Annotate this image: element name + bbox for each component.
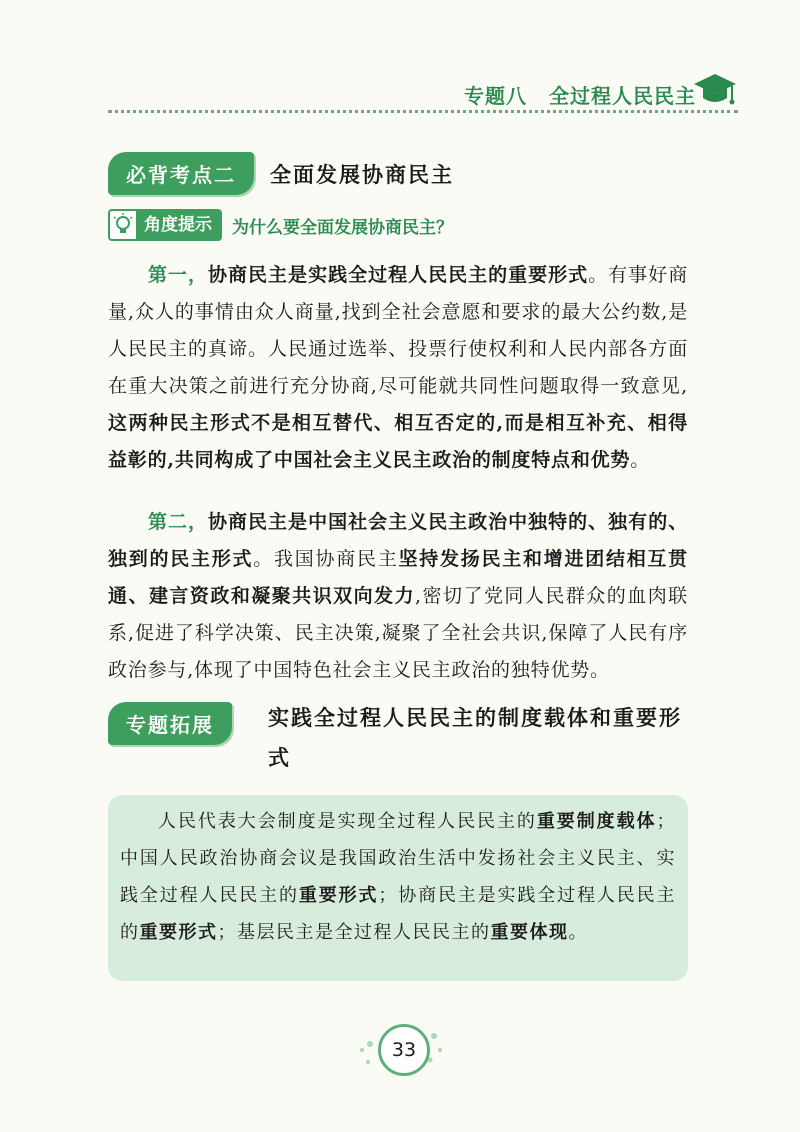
- paragraph-lead: 第一，: [148, 264, 209, 286]
- key-point: 协商民主是实践全过程人民民主的重要形式: [208, 264, 589, 286]
- paragraph-lead: 第二，: [148, 511, 209, 533]
- graduation-cap-icon: [692, 70, 738, 110]
- hint-tag: [108, 209, 222, 241]
- key-point: 协商民主是中国社会主义民主政治中独特的、独有的、独到的民主形式: [108, 511, 689, 570]
- summary-box: [108, 795, 688, 981]
- section-heading-2: [108, 702, 232, 745]
- key-point: 这两种民主形式不是相互替代、相互否定的,而是相互补充、相得益彰的,共同构成了中国社会主义民主政治的制度特点和优势: [108, 412, 688, 471]
- summary-key: 重要形式: [298, 885, 379, 906]
- header-topic: 专题八: [464, 84, 527, 108]
- page-number-badge: [340, 1010, 460, 1090]
- hint-question: 为什么要全面发展协商民主？: [232, 217, 453, 238]
- header-subject: 全过程人民民主: [549, 84, 696, 108]
- section-pill: 必背考点二: [108, 152, 254, 195]
- paragraph-text: 。有事好商量,众人的事情由众人商量,找到全社会意愿和要求的最大公约数,是人民民主的真谛。人民通过选举、投票行使权利和人民内部各方面在重大决策之前进行充分协商,尽可能就共同性问题取得一致意见,: [108, 264, 688, 397]
- summary-segment: ；协商民主是实践全过程人民民主的: [120, 885, 677, 943]
- summary-segment: ；基层民主是全过程人民民主的: [217, 922, 491, 943]
- key-point: 坚持发扬民主和增进团结相互贯通、建言资政和凝聚共识双向发力: [108, 548, 688, 607]
- paragraph-text: ,密切了党同人民群众的血肉联系,促进了科学决策、民主决策,凝聚了全社会共识,保障了人民有序政治参与,体现了中国特色社会主义民主政治的独特优势。: [108, 585, 688, 681]
- paragraph-text: 。: [630, 449, 651, 471]
- lightbulb-icon: [110, 212, 136, 238]
- angle-hint: [108, 209, 453, 241]
- summary-segment: 。: [568, 922, 588, 943]
- paragraph-first: [108, 257, 688, 479]
- paragraph-text: 。我国协商民主: [253, 548, 399, 570]
- page-header: [0, 60, 800, 110]
- header-divider: [108, 110, 738, 113]
- summary-text: [120, 803, 676, 951]
- paragraph-second: [108, 504, 688, 689]
- header-title: [464, 80, 696, 109]
- summary-segment: ；中国人民政治协商会议是我国政治生活中发扬社会主义民主、实践全过程人民民主的: [120, 811, 676, 906]
- section-title: 实践全过程人民民主的制度载体和重要形式: [268, 706, 682, 770]
- section-pill: 专题拓展: [108, 702, 232, 745]
- section-title: 全面发展协商民主: [270, 162, 454, 187]
- summary-key: 重要形式: [139, 922, 218, 943]
- page-number: 33: [378, 1024, 430, 1076]
- summary-key: 重要体现: [490, 922, 569, 943]
- hint-label: 角度提示: [136, 211, 220, 239]
- summary-segment: 人民代表大会制度是实现全过程人民民主的: [158, 811, 537, 832]
- summary-key: 重要制度载体: [536, 811, 657, 832]
- section-heading-1: [108, 152, 454, 195]
